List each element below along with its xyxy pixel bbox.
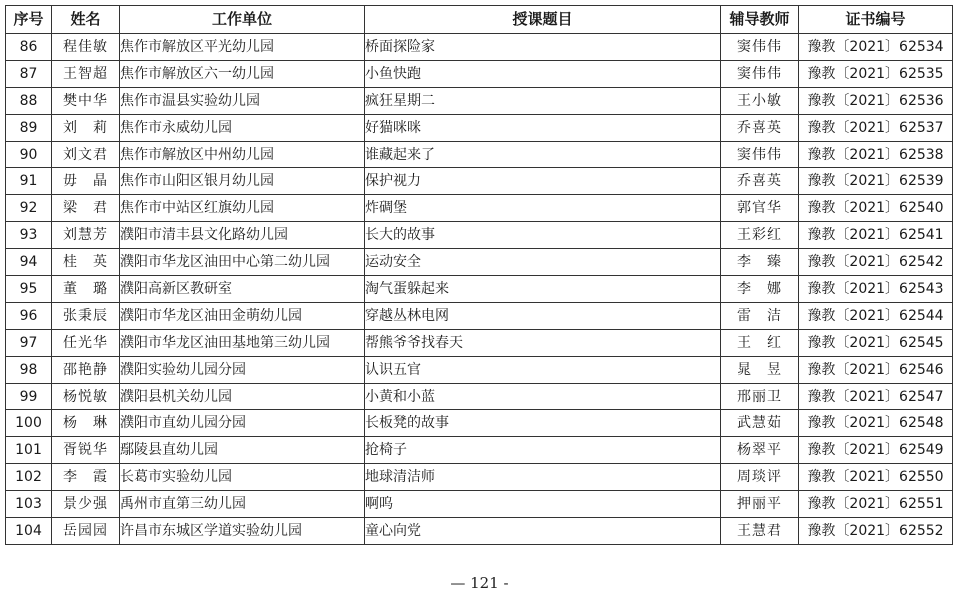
lesson-topic-cell: 童心向党 [365, 518, 721, 545]
certificate-no-cell: 豫教〔2021〕62549 [799, 437, 953, 464]
table-row [6, 249, 953, 276]
certificate-no-cell: 豫教〔2021〕62545 [799, 329, 953, 356]
tutor-cell: 雷 洁 [721, 302, 799, 329]
header-serial: 序号 [6, 6, 52, 34]
serial-cell: 88 [6, 87, 52, 114]
table-body [6, 34, 953, 545]
work-unit-cell: 濮阳市华龙区油田基地第三幼儿园 [120, 329, 365, 356]
name-cell: 董 璐 [52, 276, 120, 303]
page-number: — 121 - [450, 574, 509, 592]
name-cell: 景少强 [52, 491, 120, 518]
work-unit-cell: 焦作市中站区红旗幼儿园 [120, 195, 365, 222]
name-cell: 樊中华 [52, 87, 120, 114]
serial-cell: 92 [6, 195, 52, 222]
certificate-no-cell: 豫教〔2021〕62535 [799, 60, 953, 87]
tutor-cell: 郭官华 [721, 195, 799, 222]
tutor-cell: 邢丽卫 [721, 383, 799, 410]
tutor-cell: 王彩红 [721, 222, 799, 249]
serial-cell: 89 [6, 114, 52, 141]
work-unit-cell: 许昌市东城区学道实验幼儿园 [120, 518, 365, 545]
award-roster-table [5, 5, 953, 545]
tutor-cell: 窦伟伟 [721, 34, 799, 61]
header-name: 姓名 [52, 6, 120, 34]
work-unit-cell: 长葛市实验幼儿园 [120, 464, 365, 491]
table-row [6, 302, 953, 329]
tutor-cell: 乔喜英 [721, 168, 799, 195]
work-unit-cell: 濮阳市华龙区油田中心第二幼儿园 [120, 249, 365, 276]
tutor-cell: 王慧君 [721, 518, 799, 545]
name-cell: 杨 琳 [52, 410, 120, 437]
lesson-topic-cell: 穿越丛林电网 [365, 302, 721, 329]
work-unit-cell: 焦作市永威幼儿园 [120, 114, 365, 141]
table-row [6, 356, 953, 383]
serial-cell: 96 [6, 302, 52, 329]
name-cell: 桂 英 [52, 249, 120, 276]
tutor-cell: 李 臻 [721, 249, 799, 276]
certificate-no-cell: 豫教〔2021〕62551 [799, 491, 953, 518]
name-cell: 杨悦敏 [52, 383, 120, 410]
name-cell: 毋 晶 [52, 168, 120, 195]
certificate-no-cell: 豫教〔2021〕62542 [799, 249, 953, 276]
name-cell: 程佳敏 [52, 34, 120, 61]
tutor-cell: 武慧茹 [721, 410, 799, 437]
certificate-no-cell: 豫教〔2021〕62537 [799, 114, 953, 141]
certificate-no-cell: 豫教〔2021〕62538 [799, 141, 953, 168]
certificate-no-cell: 豫教〔2021〕62536 [799, 87, 953, 114]
work-unit-cell: 濮阳市直幼儿园分园 [120, 410, 365, 437]
serial-cell: 87 [6, 60, 52, 87]
work-unit-cell: 焦作市解放区六一幼儿园 [120, 60, 365, 87]
table-row [6, 168, 953, 195]
table-row [6, 114, 953, 141]
table-row [6, 87, 953, 114]
tutor-cell: 押丽平 [721, 491, 799, 518]
table-row [6, 518, 953, 545]
work-unit-cell: 濮阳实验幼儿园分园 [120, 356, 365, 383]
work-unit-cell: 濮阳市华龙区油田金萌幼儿园 [120, 302, 365, 329]
work-unit-cell: 濮阳县机关幼儿园 [120, 383, 365, 410]
lesson-topic-cell: 运动安全 [365, 249, 721, 276]
lesson-topic-cell: 小鱼快跑 [365, 60, 721, 87]
work-unit-cell: 濮阳市清丰县文化路幼儿园 [120, 222, 365, 249]
certificate-no-cell: 豫教〔2021〕62539 [799, 168, 953, 195]
serial-cell: 98 [6, 356, 52, 383]
serial-cell: 93 [6, 222, 52, 249]
lesson-topic-cell: 啊呜 [365, 491, 721, 518]
table-header-row [6, 6, 953, 34]
work-unit-cell: 濮阳高新区教研室 [120, 276, 365, 303]
tutor-cell: 乔喜英 [721, 114, 799, 141]
work-unit-cell: 焦作市解放区平光幼儿园 [120, 34, 365, 61]
work-unit-cell: 禹州市直第三幼儿园 [120, 491, 365, 518]
header-tutor: 辅导教师 [721, 6, 799, 34]
name-cell: 刘 莉 [52, 114, 120, 141]
certificate-no-cell: 豫教〔2021〕62547 [799, 383, 953, 410]
name-cell: 李 霞 [52, 464, 120, 491]
name-cell: 王智超 [52, 60, 120, 87]
table-row [6, 383, 953, 410]
serial-cell: 103 [6, 491, 52, 518]
table-row [6, 60, 953, 87]
certificate-no-cell: 豫教〔2021〕62546 [799, 356, 953, 383]
table-row [6, 410, 953, 437]
lesson-topic-cell: 长大的故事 [365, 222, 721, 249]
work-unit-cell: 焦作市温县实验幼儿园 [120, 87, 365, 114]
work-unit-cell: 焦作市山阳区银月幼儿园 [120, 168, 365, 195]
lesson-topic-cell: 认识五官 [365, 356, 721, 383]
serial-cell: 101 [6, 437, 52, 464]
lesson-topic-cell: 好猫咪咪 [365, 114, 721, 141]
table-row [6, 276, 953, 303]
name-cell: 邵艳静 [52, 356, 120, 383]
tutor-cell: 杨翠平 [721, 437, 799, 464]
lesson-topic-cell: 地球清洁师 [365, 464, 721, 491]
serial-cell: 100 [6, 410, 52, 437]
table-row [6, 141, 953, 168]
table-row [6, 34, 953, 61]
certificate-no-cell: 豫教〔2021〕62548 [799, 410, 953, 437]
certificate-no-cell: 豫教〔2021〕62544 [799, 302, 953, 329]
name-cell: 刘慧芳 [52, 222, 120, 249]
name-cell: 任光华 [52, 329, 120, 356]
lesson-topic-cell: 保护视力 [365, 168, 721, 195]
table-row [6, 222, 953, 249]
certificate-no-cell: 豫教〔2021〕62543 [799, 276, 953, 303]
certificate-no-cell: 豫教〔2021〕62541 [799, 222, 953, 249]
header-lesson-topic: 授课题目 [365, 6, 721, 34]
work-unit-cell: 鄢陵县直幼儿园 [120, 437, 365, 464]
lesson-topic-cell: 疯狂星期二 [365, 87, 721, 114]
table-row [6, 464, 953, 491]
tutor-cell: 窦伟伟 [721, 141, 799, 168]
name-cell: 刘文君 [52, 141, 120, 168]
header-work-unit: 工作单位 [120, 6, 365, 34]
name-cell: 梁 君 [52, 195, 120, 222]
name-cell: 张秉辰 [52, 302, 120, 329]
tutor-cell: 窦伟伟 [721, 60, 799, 87]
lesson-topic-cell: 炸碉堡 [365, 195, 721, 222]
table-row [6, 195, 953, 222]
certificate-no-cell: 豫教〔2021〕62552 [799, 518, 953, 545]
work-unit-cell: 焦作市解放区中州幼儿园 [120, 141, 365, 168]
certificate-no-cell: 豫教〔2021〕62540 [799, 195, 953, 222]
lesson-topic-cell: 小黄和小蓝 [365, 383, 721, 410]
serial-cell: 99 [6, 383, 52, 410]
table-row [6, 329, 953, 356]
name-cell: 胥锐华 [52, 437, 120, 464]
lesson-topic-cell: 桥面探险家 [365, 34, 721, 61]
serial-cell: 102 [6, 464, 52, 491]
tutor-cell: 晁 昱 [721, 356, 799, 383]
table-row [6, 437, 953, 464]
serial-cell: 86 [6, 34, 52, 61]
certificate-no-cell: 豫教〔2021〕62534 [799, 34, 953, 61]
lesson-topic-cell: 长板凳的故事 [365, 410, 721, 437]
table-row [6, 491, 953, 518]
lesson-topic-cell: 谁藏起来了 [365, 141, 721, 168]
lesson-topic-cell: 帮熊爷爷找春天 [365, 329, 721, 356]
serial-cell: 95 [6, 276, 52, 303]
tutor-cell: 王小敏 [721, 87, 799, 114]
tutor-cell: 王 红 [721, 329, 799, 356]
serial-cell: 94 [6, 249, 52, 276]
tutor-cell: 李 娜 [721, 276, 799, 303]
tutor-cell: 周琰评 [721, 464, 799, 491]
lesson-topic-cell: 淘气蛋躲起来 [365, 276, 721, 303]
serial-cell: 104 [6, 518, 52, 545]
lesson-topic-cell: 抢椅子 [365, 437, 721, 464]
serial-cell: 97 [6, 329, 52, 356]
name-cell: 岳园园 [52, 518, 120, 545]
certificate-no-cell: 豫教〔2021〕62550 [799, 464, 953, 491]
serial-cell: 91 [6, 168, 52, 195]
serial-cell: 90 [6, 141, 52, 168]
header-certificate-no: 证书编号 [799, 6, 953, 34]
